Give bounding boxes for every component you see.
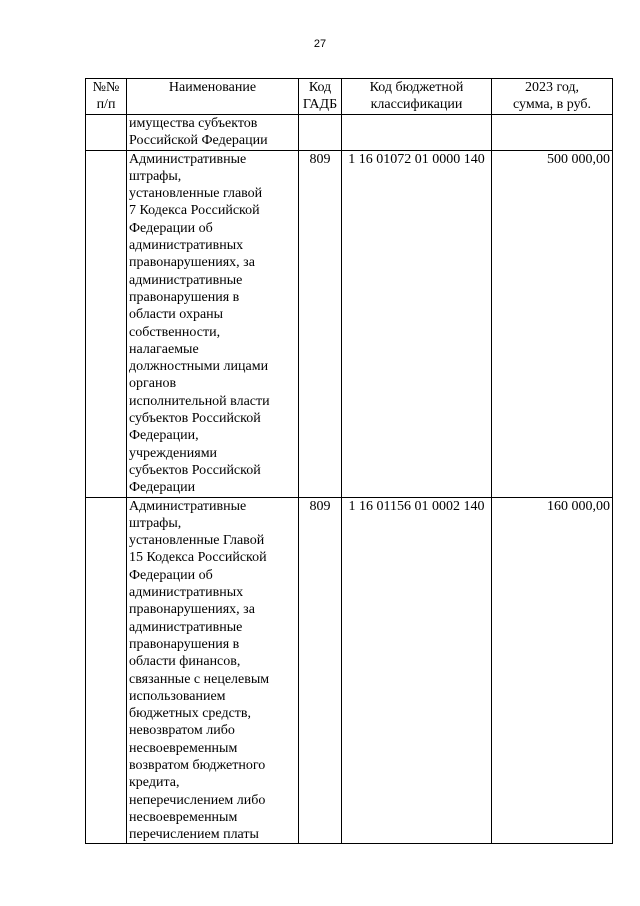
name-line: использованием	[129, 688, 226, 704]
name-line: правонарушениях, за	[129, 602, 255, 618]
header-sum	[492, 79, 613, 115]
header-kbk-line-2: классификации	[370, 97, 463, 113]
name-line: установленные Главой	[129, 533, 265, 549]
name-line: должностными лицами	[129, 359, 269, 375]
header-gadb	[299, 79, 342, 115]
name-line: собственности,	[129, 324, 221, 340]
table-header-row	[86, 79, 613, 115]
name-line: Федерации	[129, 480, 196, 496]
header-kbk-line-1: Код бюджетной	[369, 80, 464, 95]
name-line: штрафы,	[129, 515, 182, 531]
header-name-line-1: Наименование	[168, 80, 257, 95]
name-line: несвоевременным	[129, 740, 238, 756]
name-line: связанные с нецелевым	[129, 671, 270, 687]
name-line: 15 Кодекса Российской	[129, 550, 267, 566]
name-line: административные	[129, 272, 243, 288]
table-row	[86, 150, 613, 497]
name-line: невозвратом либо	[129, 723, 235, 739]
cell-kbk: 1 16 01156 01 0002 140	[342, 497, 492, 844]
name-line: административные	[129, 619, 243, 635]
name-line: Административные	[129, 151, 247, 167]
cell-name	[127, 115, 299, 151]
name-line: Федерации об	[129, 220, 213, 236]
name-line: штрафы,	[129, 168, 182, 184]
header-num	[86, 79, 127, 115]
name-line: установленные главой	[129, 186, 263, 202]
header-sum-line-1: 2023 год,	[524, 80, 580, 95]
cell-gadb: 809	[299, 150, 342, 497]
header-sum-line-2: сумма, в руб.	[512, 97, 592, 113]
header-name	[127, 79, 299, 115]
name-line: исполнительной власти	[129, 393, 270, 409]
page-number: 27	[313, 38, 327, 50]
cell-num	[86, 150, 127, 497]
cell-gadb: 809	[299, 497, 342, 844]
name-line: административных	[129, 585, 244, 601]
header-num-line-1: №№	[92, 80, 120, 95]
name-line: субъектов Российской	[129, 462, 261, 478]
name-line: возвратом бюджетного	[129, 757, 266, 773]
name-line: кредита,	[129, 775, 180, 791]
name-line: области финансов,	[129, 654, 241, 670]
name-line: имущества субъектов	[129, 116, 258, 131]
cell-kbk: 1 16 01072 01 0000 140	[342, 150, 492, 497]
name-line: правонарушения в	[129, 636, 240, 652]
name-line: административных	[129, 238, 244, 254]
header-gadb-line-2: ГАДБ	[302, 97, 338, 113]
cell-kbk	[342, 115, 492, 151]
name-line: 7 Кодекса Российской	[129, 203, 260, 219]
name-line: Российской Федерации	[129, 133, 268, 149]
cell-name	[127, 150, 299, 497]
cell-sum: 160 000,00	[492, 497, 613, 844]
name-line: налагаемые	[129, 341, 199, 357]
name-line: перечислением платы	[129, 827, 259, 843]
header-kbk	[342, 79, 492, 115]
table-row	[86, 497, 613, 844]
cell-sum	[492, 115, 613, 151]
header-gadb-line-1: Код	[308, 80, 332, 95]
name-line: Административные	[129, 498, 247, 514]
name-line: органов	[129, 376, 177, 392]
cell-num	[86, 115, 127, 151]
cell-name	[127, 497, 299, 844]
name-line: учреждениями	[129, 445, 218, 461]
name-line: неперечислением либо	[129, 792, 266, 808]
name-line: Федерации,	[129, 428, 199, 444]
name-line: субъектов Российской	[129, 411, 261, 427]
cell-num	[86, 497, 127, 844]
name-line: правонарушениях, за	[129, 255, 255, 271]
cell-sum: 500 000,00	[492, 150, 613, 497]
name-line: области охраны	[129, 307, 224, 323]
cell-gadb	[299, 115, 342, 151]
name-line: бюджетных средств,	[129, 706, 252, 722]
name-line: несвоевременным	[129, 809, 238, 825]
budget-table	[85, 78, 613, 844]
name-line: Федерации об	[129, 567, 213, 583]
name-line: правонарушения в	[129, 289, 240, 305]
header-num-line-2: п/п	[96, 97, 116, 113]
table-row	[86, 115, 613, 151]
